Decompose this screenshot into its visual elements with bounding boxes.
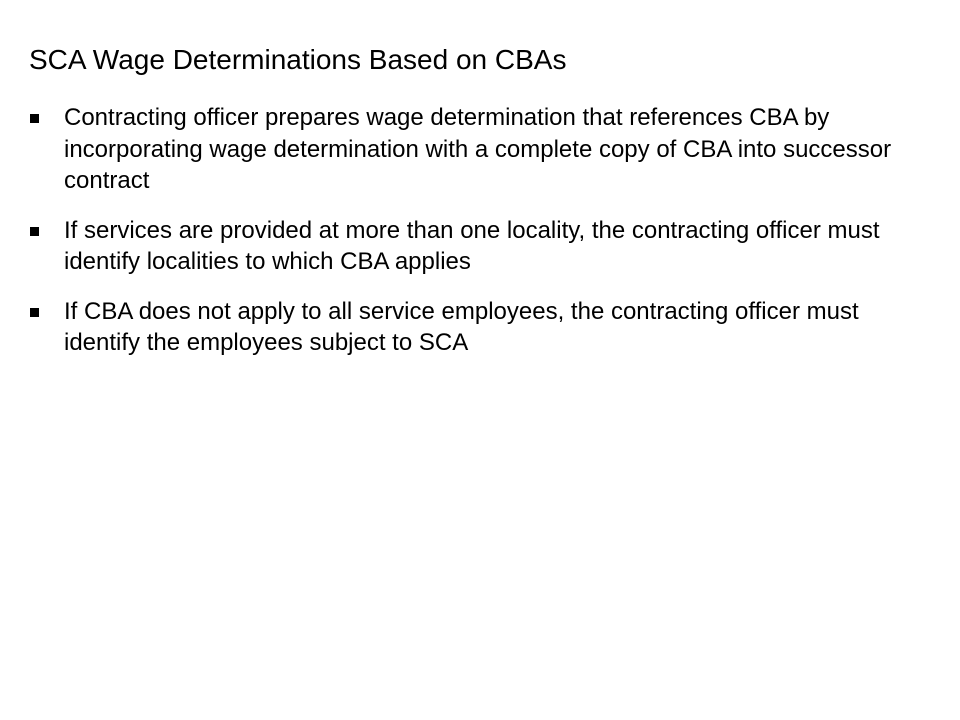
bullet-text: If CBA does not apply to all service employees, the contracting officer must identify the employees subject to SCA — [64, 297, 859, 356]
bullet-item-wage-determination — [29, 102, 909, 197]
square-bullet-icon — [30, 308, 39, 317]
slide-title: SCA Wage Determinations Based on CBAs — [29, 44, 567, 75]
square-bullet-icon — [30, 227, 39, 236]
bullet-text: If services are provided at more than one locality, the contracting officer must identify localities to which CBA applies — [64, 216, 880, 275]
bullet-text: Contracting officer prepares wage determination that references CBA by incorporating wage determination with a complete copy of CBA into successor contract — [64, 104, 892, 194]
bullet-list — [29, 102, 909, 377]
bullet-item-multiple-localities — [29, 215, 909, 278]
bullet-item-employees-subject — [29, 296, 909, 359]
square-bullet-icon — [30, 114, 39, 123]
